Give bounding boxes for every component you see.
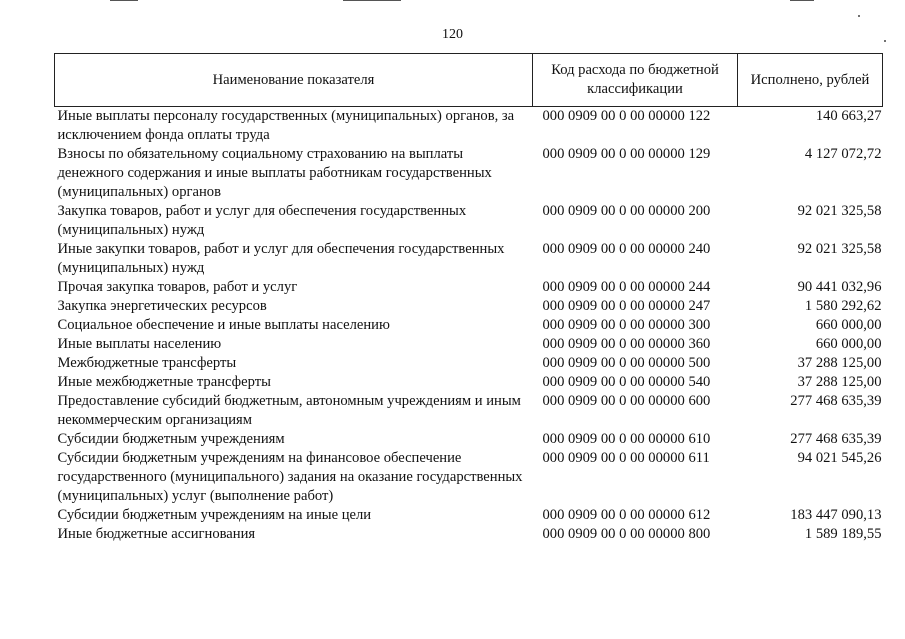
row-code: 000 0909 00 0 00 00000 244 (542, 279, 711, 295)
row-code: 000 0909 00 0 00 00000 300 (542, 317, 711, 333)
row-amount: 277 468 635,39 (790, 393, 882, 409)
row-amount: 37 288 125,00 (797, 355, 882, 371)
header-name: Наименование показателя (55, 54, 533, 107)
row-amount: 37 288 125,00 (797, 374, 882, 390)
table-row (55, 335, 883, 354)
expenditure-table (54, 53, 883, 544)
row-amount: 183 447 090,13 (790, 507, 882, 523)
row-amount: 660 000,00 (815, 336, 882, 352)
row-code: 000 0909 00 0 00 00000 800 (542, 526, 711, 542)
row-amount: 277 468 635,39 (790, 431, 882, 447)
row-name: Прочая закупка товаров, работ и услуг (57, 279, 298, 295)
row-code: 000 0909 00 0 00 00000 247 (542, 298, 711, 314)
row-name: Межбюджетные трансферты (57, 355, 237, 371)
header-code: Код расхода по бюджетной классификации (533, 54, 738, 107)
page-number: 120 (442, 27, 463, 42)
row-amount: 1 589 189,55 (804, 526, 882, 542)
table-row (55, 392, 883, 430)
row-code: 000 0909 00 0 00 00000 122 (542, 108, 711, 124)
table-row (55, 449, 883, 506)
row-name: Социальное обеспечение и иные выплаты населению (57, 317, 390, 333)
row-code: 000 0909 00 0 00 00000 360 (542, 336, 711, 352)
row-name: Иные бюджетные ассигнования (57, 526, 256, 542)
row-name: Иные закупки товаров, работ и услуг для обеспечения государственных (муниципальных) нужд (57, 241, 505, 276)
table-row (55, 278, 883, 297)
row-code: 000 0909 00 0 00 00000 611 (542, 450, 710, 466)
scan-line-right (790, 0, 814, 1)
row-amount: 4 127 072,72 (804, 146, 882, 162)
row-name: Субсидии бюджетным учреждениям (57, 431, 285, 447)
row-amount: 92 021 325,58 (797, 203, 882, 219)
row-code: 000 0909 00 0 00 00000 600 (542, 393, 711, 409)
row-code: 000 0909 00 0 00 00000 500 (542, 355, 711, 371)
table-row (55, 373, 883, 392)
table-header-row (55, 54, 883, 107)
row-code: 000 0909 00 0 00 00000 240 (542, 241, 711, 257)
row-code: 000 0909 00 0 00 00000 610 (542, 431, 711, 447)
row-name: Субсидии бюджетным учреждениям на иные цели (57, 507, 372, 523)
row-name: Иные межбюджетные трансферты (57, 374, 271, 390)
scan-line-center (343, 0, 401, 1)
scan-line-left (110, 0, 138, 1)
row-code: 000 0909 00 0 00 00000 200 (542, 203, 711, 219)
row-amount: 1 580 292,62 (804, 298, 882, 314)
table-row (55, 145, 883, 202)
table-row (55, 107, 883, 146)
row-name: Субсидии бюджетным учреждениям на финансовое обеспечение государственного (муниципального) задания на оказание государственных (муниципальных) услуг (выполнение работ) (57, 450, 523, 504)
row-name: Предоставление субсидий бюджетным, автономным учреждениям и иным некоммерческим организациям (57, 393, 521, 428)
table-row (55, 297, 883, 316)
row-name: Закупка энергетических ресурсов (57, 298, 267, 314)
row-amount: 660 000,00 (815, 317, 882, 333)
table-row (55, 430, 883, 449)
table-row (55, 202, 883, 240)
row-code: 000 0909 00 0 00 00000 129 (542, 146, 711, 162)
table-row (55, 525, 883, 544)
row-amount: 94 021 545,26 (797, 450, 882, 466)
row-code: 000 0909 00 0 00 00000 612 (542, 507, 711, 523)
row-name: Иные выплаты персоналу государственных (муниципальных) органов, за исключением фонда оплаты труда (57, 108, 515, 143)
scan-speck (858, 15, 860, 17)
table-row (55, 354, 883, 373)
row-amount: 90 441 032,96 (797, 279, 882, 295)
row-name: Иные выплаты населению (57, 336, 222, 352)
header-amount: Исполнено, рублей (738, 54, 883, 107)
row-amount: 140 663,27 (815, 108, 882, 124)
row-code: 000 0909 00 0 00 00000 540 (542, 374, 711, 390)
table-row (55, 240, 883, 278)
table-row (55, 316, 883, 335)
row-amount: 92 021 325,58 (797, 241, 882, 257)
table-row (55, 506, 883, 525)
row-name: Закупка товаров, работ и услуг для обеспечения государственных (муниципальных) нужд (57, 203, 467, 238)
row-name: Взносы по обязательному социальному страхованию на выплаты денежного содержания и иные выплаты работникам государственных (муниципальных) органов (57, 146, 492, 200)
